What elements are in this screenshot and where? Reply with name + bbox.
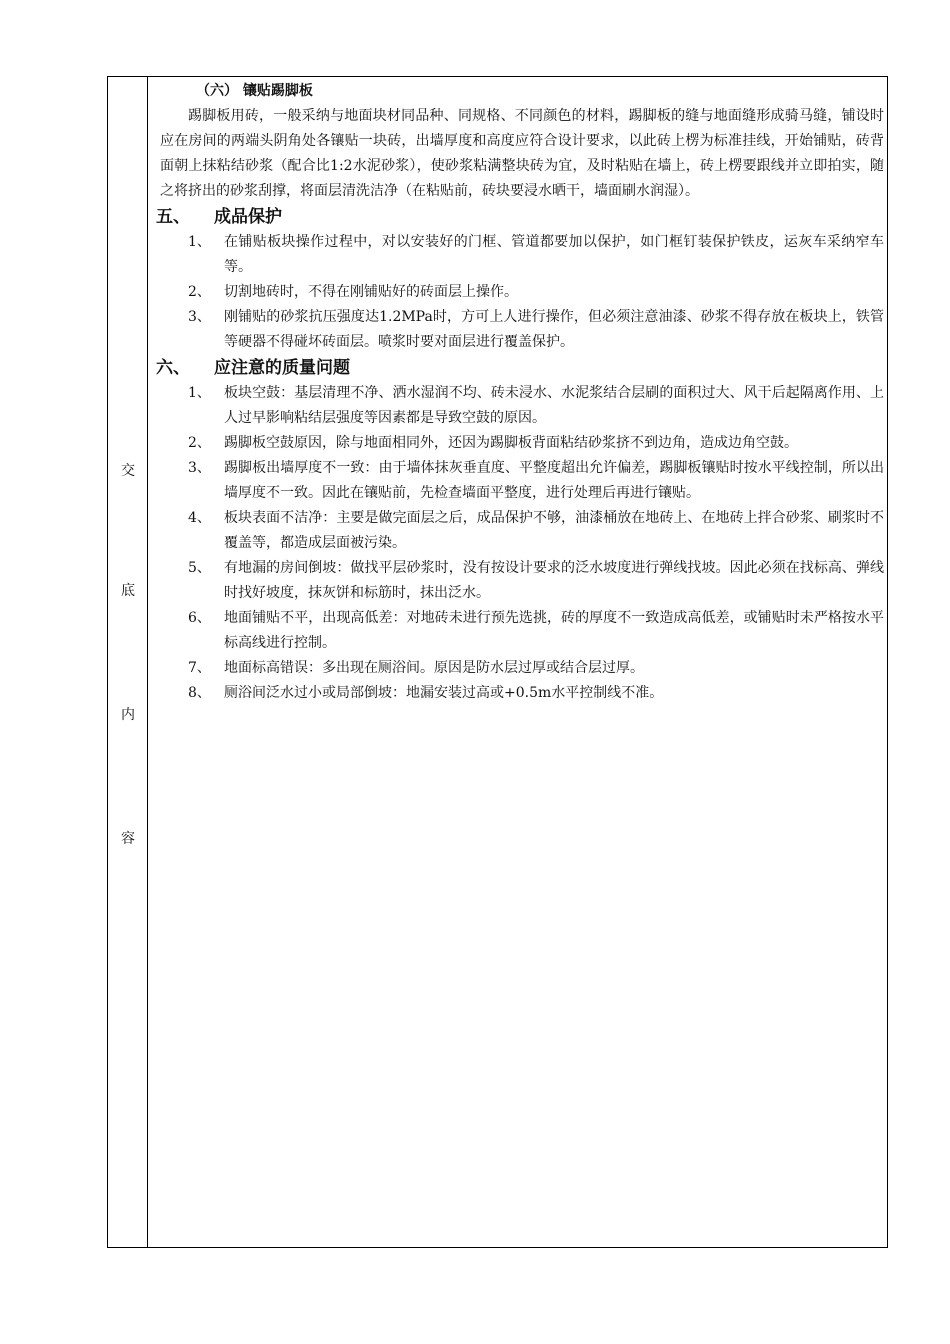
label-char-1: 交 <box>121 463 135 479</box>
list-item <box>156 230 884 280</box>
item-text: 切割地砖时，不得在刚铺贴好的砖面层上操作。 <box>224 284 518 300</box>
item-number: 2、 <box>188 284 211 300</box>
section-5-number: 五、 <box>156 207 190 227</box>
item-number: 2、 <box>188 435 211 451</box>
item-number: 7、 <box>188 660 211 676</box>
list-item <box>156 606 884 656</box>
item-text: 踢脚板空鼓原因，除与地面相同外，还因为踢脚板背面粘结砂浆挤不到边角，造成边角空鼓。 <box>224 435 798 451</box>
item-text: 地面标高错误：多出现在厕浴间。原因是防水层过厚或结合层过厚。 <box>224 660 644 676</box>
section-6-heading <box>156 355 884 381</box>
item-number: 3、 <box>188 460 211 476</box>
label-char-2: 底 <box>121 583 135 599</box>
item-text: 厕浴间泛水过小或局部倒坡：地漏安装过高或+0.5m水平控制线不准。 <box>224 685 664 701</box>
item-number: 4、 <box>188 510 211 526</box>
item-text: 板块表面不洁净：主要是做完面层之后，成品保护不够，油漆桶放在地砖上、在地砖上拌合砂浆、刷浆时不覆盖等，都造成层面被污染。 <box>224 510 884 551</box>
list-item <box>156 431 884 456</box>
item-number: 3、 <box>188 309 211 325</box>
item-number: 1、 <box>188 234 211 250</box>
item-number: 1、 <box>188 385 211 401</box>
list-item <box>156 456 884 506</box>
item-text: 刚铺贴的砂浆抗压强度达1.2MPa时，方可上人进行操作，但必须注意油漆、砂浆不得存放在板块上，铁管等硬器不得碰坏砖面层。喷浆时要对面层进行覆盖保护。 <box>224 309 884 350</box>
item-text: 地面铺贴不平，出现高低差：对地砖未进行预先选挑，砖的厚度不一致造成高低差，或铺贴时未严格按水平标高线进行控制。 <box>224 610 884 651</box>
list-item <box>156 656 884 681</box>
list-item <box>156 556 884 606</box>
item-text: 踢脚板出墙厚度不一致：由于墙体抹灰垂直度、平整度超出允许偏差，踢脚板镶贴时按水平线控制，所以出墙厚度不一致。因此在镶贴前，先检查墙面平整度，进行处理后再进行镶贴。 <box>224 460 884 501</box>
subsection-paragraph: 踢脚板用砖，一般采纳与地面块材同品种、同规格、不同颜色的材料，踢脚板的缝与地面缝形成骑马缝，铺设时应在房间的两端头阴角处各镶贴一块砖，出墙厚度和高度应符合设计要求，以此砖上楞为标准挂线，开始铺贴，砖背面朝上抹粘结砂浆（配合比1:2水泥砂浆），使砂浆粘满整块砖为宜，及时粘贴在墙上，砖上楞要跟线并立即拍实，随之将挤出的砂浆刮撑，将面层清洗洁净（在粘贴前，砖块要浸水晒干，墙面刷水润湿）。 <box>160 108 884 199</box>
label-char-4: 容 <box>121 831 135 847</box>
label-column <box>108 77 148 1247</box>
subsection-title: （六） 镶贴踢脚板 <box>196 83 313 99</box>
section-5-title: 成品保护 <box>214 207 282 227</box>
list-item <box>156 305 884 355</box>
list-item <box>156 280 884 305</box>
item-text: 在铺贴板块操作过程中，对以安装好的门框、管道都要加以保护，如门框钉装保护铁皮，运灰车采纳窄车等。 <box>224 234 884 275</box>
list-item <box>156 381 884 431</box>
item-number: 6、 <box>188 610 211 626</box>
item-number: 5、 <box>188 560 211 576</box>
label-char-3: 内 <box>121 707 135 723</box>
section-6-number: 六、 <box>156 358 190 378</box>
disclosure-table <box>107 76 888 1248</box>
section-6-title: 应注意的质量问题 <box>214 358 350 378</box>
content-column <box>156 79 884 706</box>
section-5-heading <box>156 204 884 230</box>
list-item <box>156 506 884 556</box>
item-number: 8、 <box>188 685 211 701</box>
item-text: 板块空鼓：基层清理不净、洒水湿润不均、砖未浸水、水泥浆结合层刷的面积过大、风干后起隔离作用、上人过早影响粘结层强度等因素都是导致空鼓的原因。 <box>224 385 884 426</box>
item-text: 有地漏的房间倒坡：做找平层砂浆时，没有按设计要求的泛水坡度进行弹线找坡。因此必须在找标高、弹线时找好坡度，抹灰饼和标筋时，抹出泛水。 <box>224 560 884 601</box>
list-item <box>156 681 884 706</box>
